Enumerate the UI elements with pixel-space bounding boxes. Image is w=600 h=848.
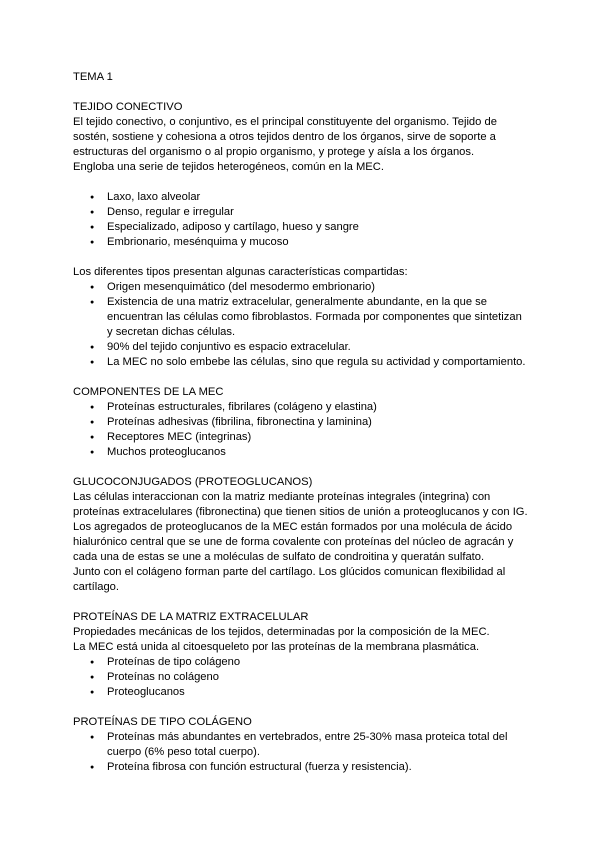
paragraph: Propiedades mecánicas de los tejidos, determinadas por la composición de la MEC. La MEC está unida al citoesqueleto por las proteínas de la membrana plasmática. xyxy=(73,626,490,653)
list-item: ● La MEC no solo embebe las células, sino que regula su actividad y comportamiento. xyxy=(73,355,550,370)
paragraph: El tejido conectivo, o conjuntivo, es el principal constituyente del organismo. Tejido de sostén, sostiene y cohesiona a otros tejidos dentro de los órganos, sirve de soporte a estructuras del organismo o al propio organismo, y protege y aísla a los órganos. Engloba una serie de tejidos heterogéneos, común en la MEC. xyxy=(73,116,497,173)
section-proteinas-colageno xyxy=(73,715,550,775)
list-item: ● Proteínas más abundantes en vertebrados, entre 25-30% masa proteica total del cuerpo (6% peso total cuerpo). xyxy=(73,730,550,760)
paragraph: Los diferentes tipos presentan algunas características compartidas: xyxy=(73,266,408,278)
section-tejido-conectivo xyxy=(73,100,550,250)
section-proteinas-matriz xyxy=(73,610,550,700)
list-item: ● Proteoglucanos xyxy=(73,685,550,700)
document-title: TEMA 1 xyxy=(73,71,113,83)
section-heading: TEJIDO CONECTIVO xyxy=(73,101,183,113)
bullet-list xyxy=(73,655,550,700)
list-item: ● 90% del tejido conjuntivo es espacio extracelular. xyxy=(73,340,550,355)
list-item: ● Proteínas estructurales, fibrilares (colágeno y elastina) xyxy=(73,400,550,415)
list-item: ● Existencia de una matriz extracelular, generalmente abundante, en la que se encuentran las células como fibroblastos. Formada por componentes que sintetizan y secretan dichas células. xyxy=(73,295,550,340)
section-componentes-mec xyxy=(73,385,550,460)
list-item: ● Receptores MEC (integrinas) xyxy=(73,430,550,445)
list-item: ● Embrionario, mesénquima y mucoso xyxy=(73,235,550,250)
list-item: ● Proteínas adhesivas (fibrilina, fibronectina y laminina) xyxy=(73,415,550,430)
section-glucoconjugados xyxy=(73,475,550,595)
list-item: ● Proteínas de tipo colágeno xyxy=(73,655,550,670)
list-item: ● Proteínas no colágeno xyxy=(73,670,550,685)
section-heading: GLUCOCONJUGADOS (PROTEOGLUCANOS) xyxy=(73,476,313,488)
bullet-list xyxy=(73,190,550,250)
paragraph: Las células interaccionan con la matriz mediante proteínas integrales (integrina) con proteínas extracelulares (fibronectina) que tienen sitios de unión a proteoglucanos y con IG. Los agregados de proteoglucanos de la MEC están formados por una molécula de ácido hialurónico central que se une de forma covalente con proteínas del núcleo de agracán y cada una de estas se une a moléculas de sulfato de condroitina y queratán sulfato. Junto con el colágeno forman parte del cartílago. Los glúcidos comunican flexibilidad al cartílago. xyxy=(73,491,528,593)
list-item: ● Origen mesenquimático (del mesodermo embrionario) xyxy=(73,280,550,295)
list-item: ● Laxo, laxo alveolar xyxy=(73,190,550,205)
bullet-list xyxy=(73,730,550,775)
list-item: ● Especializado, adiposo y cartílago, hueso y sangre xyxy=(73,220,550,235)
bullet-list xyxy=(73,280,550,370)
section-heading: PROTEÍNAS DE TIPO COLÁGENO xyxy=(73,716,252,728)
section-heading: COMPONENTES DE LA MEC xyxy=(73,386,224,398)
list-item: ● Denso, regular e irregular xyxy=(73,205,550,220)
list-item: ● Proteína fibrosa con función estructural (fuerza y resistencia). xyxy=(73,760,550,775)
bullet-list xyxy=(73,400,550,460)
list-item: ● Muchos proteoglucanos xyxy=(73,445,550,460)
section-caracteristicas xyxy=(73,265,550,370)
section-heading: PROTEÍNAS DE LA MATRIZ EXTRACELULAR xyxy=(73,611,309,623)
